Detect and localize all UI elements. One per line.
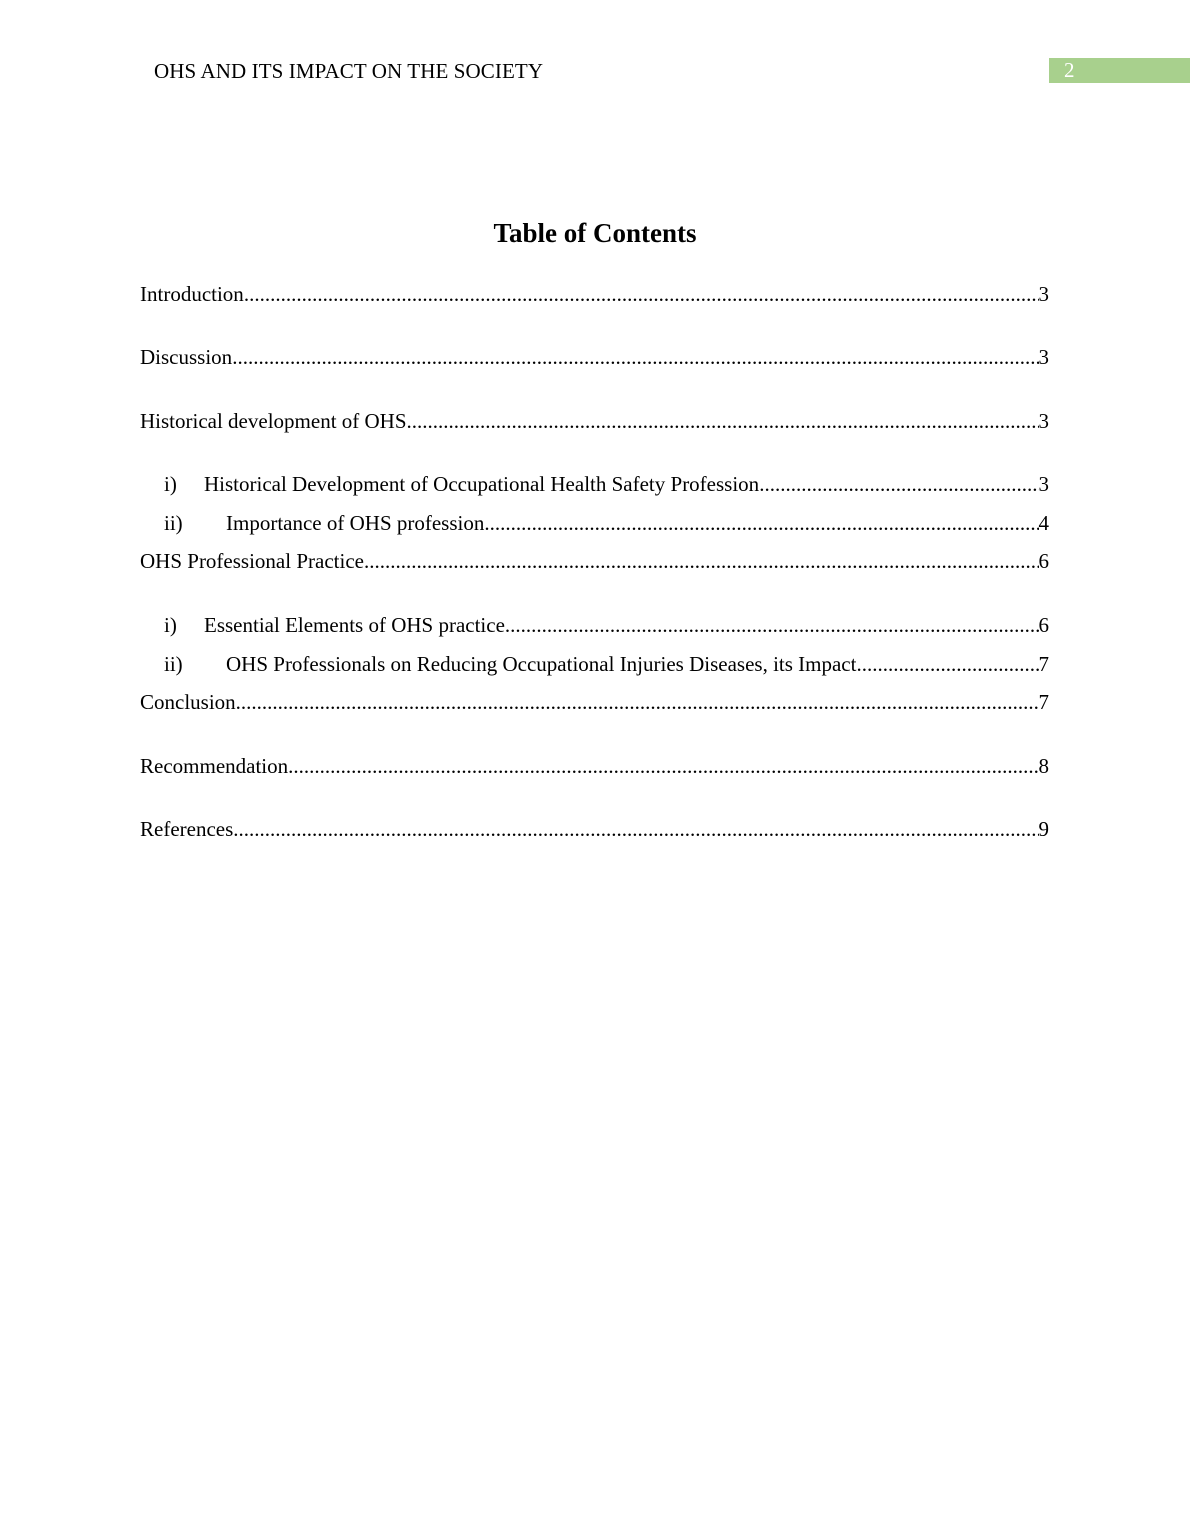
toc-entry-text: Introduction [140, 282, 244, 306]
toc-leader [505, 612, 1039, 638]
toc-entry-references[interactable] [140, 816, 1049, 842]
toc-entry-page: 7 [1038, 690, 1049, 714]
toc-title: Table of Contents [493, 218, 697, 248]
page-number-box [1049, 58, 1190, 83]
toc-leader [232, 344, 1038, 370]
toc-entry-conclusion[interactable] [140, 689, 1049, 715]
toc-entry-historical-development-profession[interactable] [164, 471, 1049, 497]
toc-entry-text: Conclusion [140, 690, 236, 714]
toc-entry-page: 9 [1038, 817, 1049, 841]
toc-entry-text: Historical development of OHS [140, 409, 407, 433]
toc-entry-text: OHS Professionals on Reducing Occupational Injuries Diseases, its Impact [226, 652, 857, 676]
toc-leader [759, 471, 1038, 497]
toc-leader [856, 651, 1038, 677]
toc-entry-page: 3 [1038, 472, 1049, 496]
toc-entry-text: Historical Development of Occupational Health Safety Profession [204, 472, 760, 496]
toc-entry-discussion[interactable] [140, 344, 1049, 370]
toc-entry-number: ii) [164, 511, 183, 535]
page-number: 2 [1064, 58, 1075, 82]
toc-entry-recommendation[interactable] [140, 753, 1049, 779]
toc-entry-historical-development[interactable] [140, 408, 1049, 434]
toc-entry-text: References [140, 817, 234, 841]
toc-entry-importance-of-ohs[interactable] [164, 510, 1049, 536]
toc-entry-page: 3 [1038, 409, 1049, 433]
toc-leader [233, 816, 1038, 842]
toc-entry-page: 8 [1038, 754, 1049, 778]
toc-entry-essential-elements[interactable] [164, 612, 1049, 638]
toc-entry-text: Discussion [140, 345, 233, 369]
toc-entry-number: ii) [164, 652, 183, 676]
toc-entry-text: OHS Professional Practice [140, 549, 364, 573]
toc-leader [407, 408, 1039, 434]
toc-entry-page: 3 [1038, 345, 1049, 369]
toc-leader [288, 753, 1038, 779]
toc-entry-page: 3 [1038, 282, 1049, 306]
toc-entry-reducing-injuries[interactable] [164, 651, 1049, 677]
toc-entry-introduction[interactable] [140, 281, 1049, 307]
toc-entry-text: Essential Elements of OHS practice [204, 613, 505, 637]
toc-leader [244, 281, 1039, 307]
toc-leader [236, 689, 1039, 715]
toc-entry-page: 6 [1038, 613, 1049, 637]
toc-entry-page: 7 [1038, 652, 1049, 676]
toc-leader [484, 510, 1038, 536]
running-head: OHS AND ITS IMPACT ON THE SOCIETY [154, 59, 544, 83]
toc-entry-page: 6 [1038, 549, 1049, 573]
toc-entry-number: i) [164, 472, 177, 496]
toc-entry-number: i) [164, 613, 177, 637]
toc-entry-professional-practice[interactable] [140, 548, 1049, 574]
toc-entry-text: Importance of OHS profession [226, 511, 485, 535]
toc-entry-page: 4 [1038, 511, 1049, 535]
toc-entry-text: Recommendation [140, 754, 289, 778]
toc-leader [364, 548, 1039, 574]
